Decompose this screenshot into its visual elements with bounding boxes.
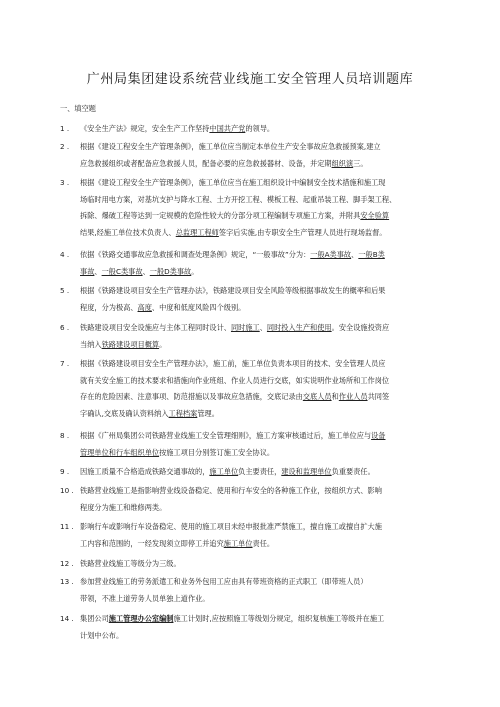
question-text: 、 [351,250,359,259]
answer-text: 一般B类 [358,250,385,259]
question-text: 当纳入 [80,339,102,349]
question-text: 、 [94,266,102,276]
question-line [60,428,445,445]
question-text: 按施工项目分别签订施工安全协议。 [159,447,275,457]
question-text: 计划中公布。 [80,630,124,640]
answer-text: 一般A类事故 [310,250,352,259]
question-line [60,628,445,645]
question-text: 负重要责任。 [331,467,375,476]
question-line [60,139,445,156]
question-text: 影响行车或影响行车设备稳定、使用的施工项目未经申报批准严禁施工，擅自施工或擅自扩大施 [80,522,382,531]
question-text: 管理。 [197,408,219,418]
question-item [60,556,445,573]
question-item [60,139,445,172]
answer-text: 中国共产党 [209,124,246,133]
question-text: 就有关安全施工的技术要求和措施向作业班组、作业人员进行交底，如实说明作业场所和工作岗位 [80,375,390,385]
answer-text: 一般D类事故 [149,266,192,276]
question-line [60,225,445,242]
question-item [60,483,445,516]
answer-text: 高度 [137,302,152,312]
question-text: 施工计划时,应按照施工等级划分规定，组织复核施工等级并在施工 [173,614,385,623]
question-text: 根据《铁路建设项目安全生产管理办法》，铁路建设项目安全风险等级根据事故发生的概率和后果 [80,286,386,295]
question-number: 14 . [60,614,74,623]
question-line [60,445,445,462]
question-item [60,428,445,461]
question-number: 2 . [60,142,70,151]
question-text: 三。 [353,158,368,168]
question-number: 8 . [60,431,70,440]
question-text: 带领，不准上道劳务人员单独上道作业。 [80,593,210,603]
question-line [60,283,445,300]
question-text: 因施工质量不合格造成铁路交通事故的， [80,467,210,476]
question-line [60,464,445,481]
question-line [60,611,445,628]
answer-text: 建设和监理单位 [281,467,332,476]
document-title: 广州局集团建设系统营业线施工安全管理人员培训题库 [86,72,414,87]
question-text: 根据《广州局集团公司铁路营业线施工安全管理细则》，施工方案审核通过后，施工单位应与 [80,431,372,440]
question-text: 铁路营业线施工是指影响营业线设备稳定、使用和行车安全的各种施工作业，按组织方式、影响 [80,486,382,495]
question-number: 10 . [60,486,74,495]
question-line [60,519,445,536]
question-number: 9 . [60,467,70,476]
question-text: 《安全生产法》规定，安全生产工作坚持 [80,124,210,133]
question-item [60,283,445,316]
question-text: 的领导。 [245,124,275,133]
answer-text: 总监理工程师 [175,227,219,237]
question-line [60,320,445,337]
question-item [60,519,445,552]
question-text: 参加营业线施工的劳务派遣工和业务外包用工应由具有带班资格的正式职工（即带班人员） [80,577,368,586]
question-line [60,536,445,553]
question-text: 程度，分为极高、 [80,302,138,312]
answer-text: 设备 [371,431,386,440]
question-line [60,500,445,517]
answer-text: 管理单位和行车组织单位 [80,447,160,457]
question-text: 。 [159,339,167,349]
question-line [60,156,445,173]
question-number: 11 . [60,522,74,531]
question-text: 应急救援组织或者配备应急救援人员，配备必要的应急救援器材、设备，并定期 [80,158,332,168]
question-item [60,320,445,353]
question-line [60,483,445,500]
question-line [60,121,445,138]
question-text: 存在的危险因素、注意事项、防范措施以及事故应急措施，交底记录由 [80,392,303,402]
question-line [60,175,445,192]
answer-text: 组织演 [331,158,354,168]
question-line [60,406,445,423]
question-number: 12 . [60,559,74,568]
question-line [60,356,445,373]
answer-text: 事故 [80,266,95,276]
question-line [60,247,445,264]
question-number: 6 . [60,323,70,332]
question-line [60,300,445,317]
question-line [60,264,445,281]
question-text: 程度分为施工和维修两类。 [80,502,167,512]
answer-text: 施工管理办公室编制 [108,614,174,623]
question-item [60,175,445,241]
question-number: 4 . [60,250,70,259]
answer-text: 施工单位 [223,538,253,548]
answer-text: 铁路建设项目概算 [101,339,160,349]
question-text: 、 [142,266,150,276]
answer-text: 安全验算 [360,211,390,221]
question-text: 和 [331,392,339,402]
question-text: 根据《铁路建设项目安全生产管理办法》，施工前，施工单位负责本项目的技术、安全管理人员应 [80,359,386,368]
question-number: 1 . [60,124,70,133]
question-item [60,356,445,422]
question-line [60,337,445,354]
question-text: 责任。 [252,538,275,548]
question-item [60,247,445,280]
question-text: 。安全设施投资应 [331,323,390,332]
answer-text: 交底人员 [302,392,332,402]
question-text: 。 [191,266,199,276]
answer-text: 作业人员 [338,392,368,402]
question-number: 3 . [60,178,70,187]
question-text: 场临时用电方案，对基坑支护与降水工程、土方开挖工程、模板工程、起重吊装工程、脚手架工程、 [80,194,397,204]
question-text: 集团公司 [80,614,109,623]
answer-text: 施工单位 [209,467,239,476]
question-text: 拆除、爆破工程等达到一定规模的危险性较大的分部分项工程编制专项施工方案，并附具 [80,211,361,221]
question-text: 签字后实施,由专职安全生产管理人员进行现场监督。 [218,227,387,237]
question-line [60,591,445,608]
question-text: 工内容和范围的，一经发现须立即停工并追究 [80,538,224,548]
question-number: 7 . [60,359,70,368]
question-item [60,611,445,644]
answer-text: 一般C类事故 [101,266,143,276]
question-text: 铁路建设项目安全设施应与主体工程同时设计、 [80,323,231,332]
answer-text: 同时投入生产和使用 [266,323,332,332]
question-text: 结果,经施工单位技术负责人、 [80,227,176,237]
question-text: 字确认,交底及确认资料纳入 [80,408,169,418]
question-text: 、 [259,323,267,332]
answer-text: 同时施工 [230,323,260,332]
question-text: 铁路营业线施工等级分为三级。 [80,559,181,568]
question-line [60,192,445,209]
question-item [60,121,445,138]
question-line [60,373,445,390]
question-text: 、中度和低度风险四个级别。 [151,302,246,312]
answer-text: 工程档案 [168,408,198,418]
question-text: 根据《建设工程安全生产管理条例》，施工单位应当制定本单位生产安全事故应急救援预案,建立 [80,142,381,151]
question-text: 根据《建设工程安全生产管理条例》，施工单位应当在施工组织设计中编制安全技术措施和施工现 [80,178,386,187]
question-number: 5 . [60,286,70,295]
question-line [60,208,445,225]
question-text: 共同签 [367,392,390,402]
section-heading: 一、填空题 [60,104,96,113]
question-line [60,556,445,573]
question-text: 负主要责任， [238,467,282,476]
question-line [60,574,445,591]
question-line [60,389,445,406]
question-text: 依据《铁路交通事故应急救援和调查处理条例》规定，“一般事故”分为： [80,250,311,259]
question-item [60,574,445,607]
question-number: 13 . [60,577,74,586]
question-item [60,464,445,481]
